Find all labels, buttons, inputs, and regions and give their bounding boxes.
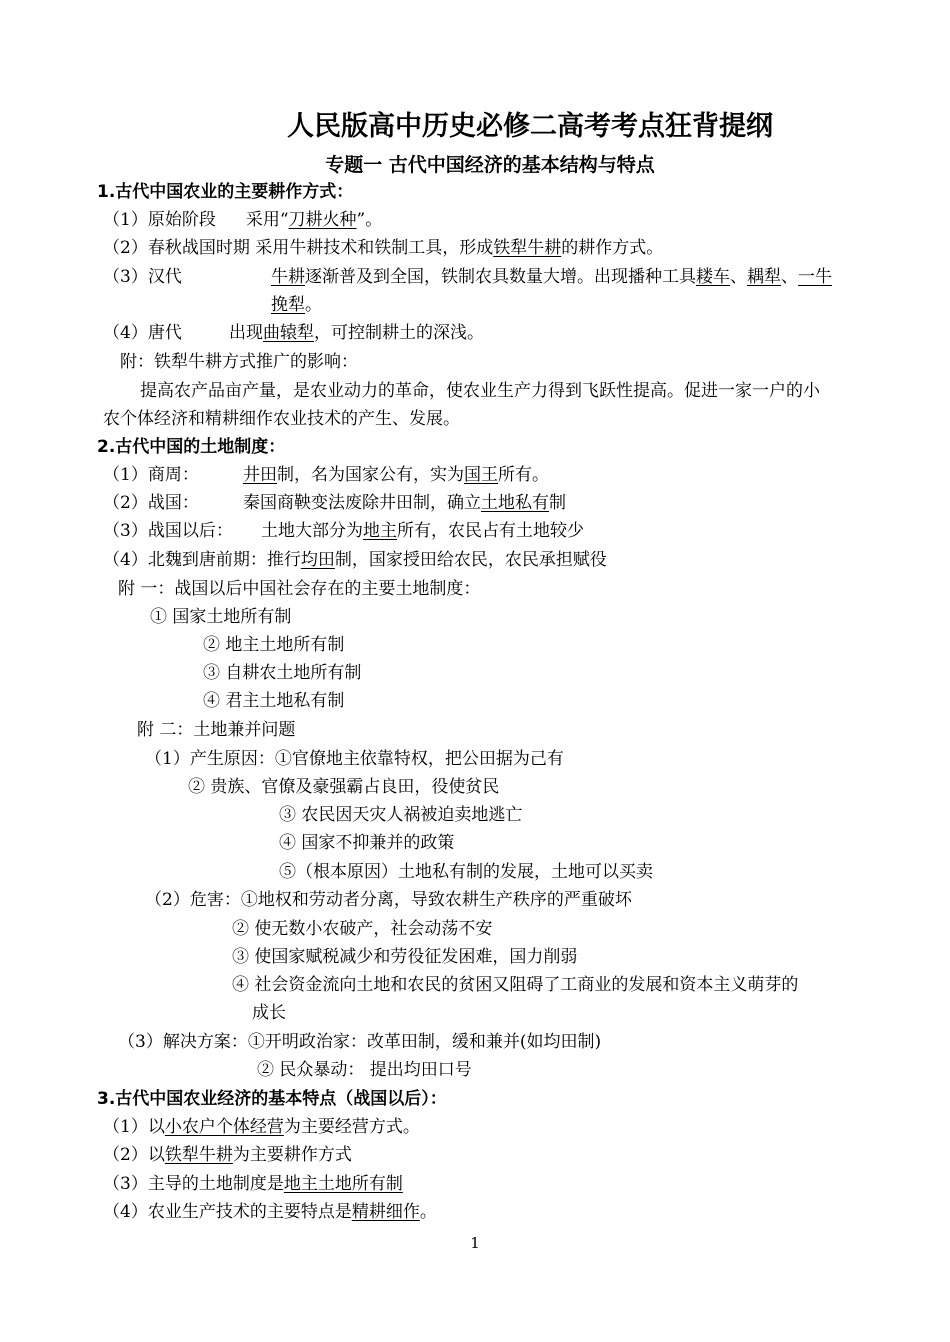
- solution-item: ② 民众暴动： 提出均田口号: [257, 1060, 472, 1080]
- land-system-item: ③ 自耕农土地所有制: [203, 663, 362, 683]
- section-1-heading: 1.古代中国农业的主要耕作方式：: [97, 182, 354, 202]
- s2-line-3: （3）战国以后： 土地大部分为地主所有，农民占有土地较少: [103, 521, 584, 541]
- cause-item: ② 贵族、官僚及豪强霸占良田，役使贫民: [188, 777, 500, 797]
- cause-item: （1）产生原因：①官僚地主依靠特权，把公田据为己有: [145, 749, 564, 769]
- s1-line-2: （2）春秋战国时期 采用牛耕技术和铁制工具，形成铁犁牛耕的耕作方式。: [103, 238, 664, 258]
- page-title: 人民版高中历史必修二高考考点狂背提纲: [287, 111, 773, 142]
- land-system-item: ② 地主土地所有制: [203, 635, 345, 655]
- s3-line-4: （4）农业生产技术的主要特点是精耕细作。: [103, 1202, 437, 1222]
- s3-line-1: （1）以小农户个体经营为主要经营方式。: [103, 1117, 420, 1137]
- s1-paragraph-line-1: 提高农产品亩产量，是农业动力的革命，使农业生产力得到飞跃性提高。促进一家一户的小: [140, 381, 820, 401]
- section-3-heading: 3.古代中国农业经济的基本特点（战国以后）：: [97, 1089, 447, 1109]
- s1-line-3-cont: 挽犁。: [271, 295, 322, 315]
- page-subtitle: 专题一 古代中国经济的基本结构与特点: [325, 154, 655, 176]
- s2-appendix-1-heading: 附 一：战国以后中国社会存在的主要土地制度：: [118, 579, 481, 599]
- cause-item: ③ 农民因天灾人祸被迫卖地逃亡: [279, 805, 523, 825]
- s2-line-4: （4）北魏到唐前期：推行均田制，国家授田给农民，农民承担赋役: [103, 550, 607, 570]
- s3-line-3: （3）主导的土地制度是地主土地所有制: [103, 1174, 403, 1194]
- harm-item: ③ 使国家赋税减少和劳役征发困难，国力削弱: [232, 947, 578, 967]
- cause-item: ⑤（根本原因）土地私有制的发展，土地可以买卖: [279, 862, 653, 882]
- cause-item: ④ 国家不抑兼并的政策: [279, 833, 455, 853]
- land-system-item: ④ 君主土地私有制: [203, 691, 345, 711]
- harm-item: 成长: [252, 1003, 286, 1023]
- harm-item: ④ 社会资金流向土地和农民的贫困又阻碍了工商业的发展和资本主义萌芽的: [232, 975, 799, 995]
- land-system-item: ① 国家土地所有制: [150, 607, 292, 627]
- harm-item: （2）危害：①地权和劳动者分离，导致农耕生产秩序的严重破坏: [145, 890, 632, 910]
- s1-line-1: （1）原始阶段 采用“刀耕火种”。: [103, 210, 383, 230]
- s2-line-2: （2）战国： 秦国商鞅变法废除井田制，确立土地私有制: [103, 493, 566, 513]
- s2-appendix-2-heading: 附 二：土地兼并问题: [137, 720, 296, 740]
- section-2-heading: 2.古代中国的土地制度：: [97, 437, 286, 457]
- s1-paragraph-line-2: 农个体经济和精耕细作农业技术的产生、发展。: [103, 409, 460, 429]
- s3-line-2: （2）以铁犁牛耕为主要耕作方式: [103, 1145, 352, 1165]
- page-number: 1: [470, 1234, 480, 1252]
- harm-item: ② 使无数小农破产，社会动荡不安: [232, 919, 493, 939]
- s1-line-4: （4）唐代 出现曲辕犁，可控制耕土的深浅。: [103, 323, 484, 343]
- solution-item: （3）解决方案：①开明政治家：改革田制，缓和兼并(如均田制): [118, 1032, 602, 1052]
- s2-line-1: （1）商周： 井田制，名为国家公有，实为国王所有。: [103, 465, 549, 485]
- s1-appendix-heading: 附：铁犁牛耕方式推广的影响：: [120, 352, 358, 372]
- s1-line-3: （3）汉代 牛耕逐渐普及到全国，铁制农具数量大增。出现播种工具耧车、耦犁、一牛: [103, 267, 832, 287]
